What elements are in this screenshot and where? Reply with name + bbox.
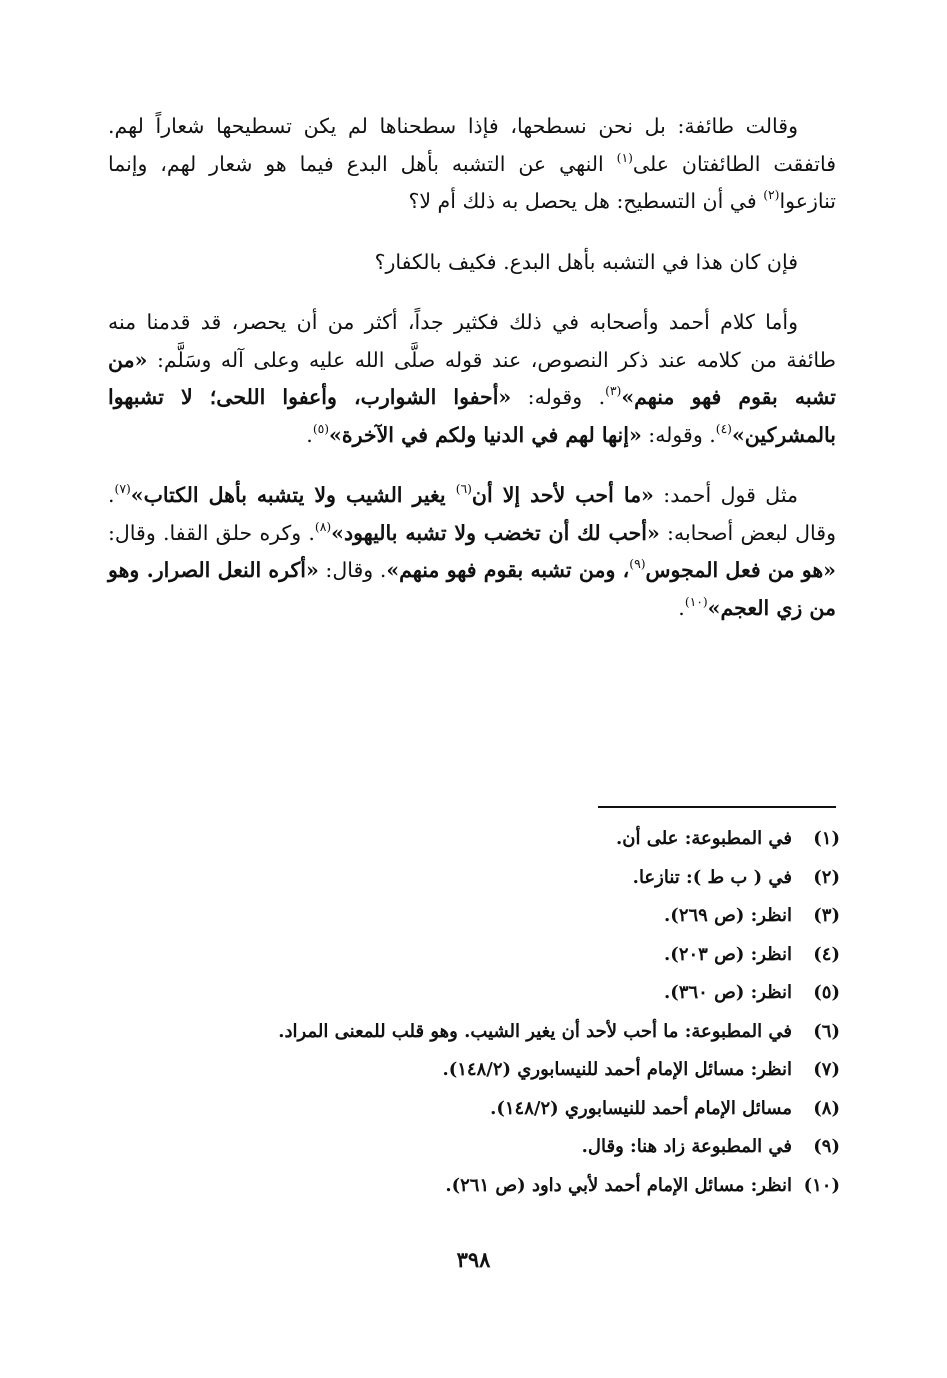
footnote-number: (٩) (813, 1136, 840, 1157)
paragraph-text: النهي عن التشبه بأهل البدع فيما هو شعار لهم، وإنما تنازعوا (108, 151, 836, 213)
paragraph-text: وأما كلام أحمد وأصحابه في ذلك فكثير جداً، أكثر من أن يحصر، قد قدمنا منه طائفة من كلامه عند ذكر النصوص، عند قوله صلَّى الله عليه وعلى آله وسَلَّم: (108, 310, 836, 372)
paragraph (108, 108, 836, 221)
main-text (108, 108, 836, 627)
footnote-ref: (٨) (314, 519, 332, 534)
footnote-text: انظر: (ص ٢٦٩). (664, 905, 792, 926)
footnotes (108, 820, 840, 1205)
paragraph (108, 477, 836, 627)
footnote-text: في ( ب ط ): تنازعا. (632, 866, 792, 888)
footnote-number: (٧) (813, 1059, 840, 1080)
footnote-text: في المطبوعة: ما أحب لأحد أن يغير الشيب. وهو قلب للمعنى المراد. (278, 1020, 792, 1042)
footnote (108, 1013, 840, 1052)
quote-text: ، ومن تشبه بقوم فهو منهم» (386, 558, 630, 582)
footnote-number: (٦) (813, 1020, 840, 1042)
paragraph-text: . وقوله: (641, 422, 716, 447)
paragraph-text: . وقال لبعض أصحابه: (108, 483, 836, 545)
quote-text: «أحفوا الشوارب، وأعفوا اللحى؛ لا تشبهوا بالمشركين» (108, 385, 836, 447)
footnote-number: (١٠) (803, 1174, 840, 1196)
footnote-ref: (٧) (114, 481, 131, 496)
footnote-number: (٤) (813, 943, 840, 965)
quote-text: «من تشبه بقوم فهو منهم» (108, 347, 837, 409)
paragraph-text: مثل قول أحمد: (653, 483, 798, 507)
footnote (108, 1128, 840, 1167)
footnote-text: انظر: مسائل الإمام أحمد لأبي داود (ص ٢٦١). (445, 1174, 792, 1196)
footnote-number: (٥) (813, 982, 840, 1003)
footnote-text: في المطبوعة: على أن. (615, 828, 792, 849)
footnote-ref: (٦) (455, 481, 472, 496)
paragraph-text: في أن التسطيح: هل يحصل به ذلك أم لا؟ (408, 189, 764, 213)
footnote-ref: (٩) (629, 556, 646, 571)
quote-text: «هو من فعل المجوس (645, 558, 836, 582)
footnote-ref: (١) (616, 150, 633, 165)
paragraph-text: . وقال: (318, 558, 387, 582)
footnote (108, 820, 840, 859)
footnote-separator (598, 806, 836, 808)
paragraph-text: وقالت طائفة: بل نحن نسطحها، فإذا سطحناها لم يكن تسطيحها شعاراً لهم. فاتفقت الطائفتان على (108, 114, 837, 176)
paragraph-text: فإن كان هذا في التشبه بأهل البدع. فكيف بالكفار؟ (374, 249, 798, 274)
quote-text: «إنها لهم في الدنيا ولكم في الآخرة» (329, 422, 642, 447)
paragraph-text: . وقوله: (511, 385, 606, 409)
footnote (108, 897, 840, 936)
footnote (108, 974, 840, 1013)
footnote-ref: (٢) (763, 187, 780, 202)
quote-text: «أكره النعل الصرار. وهو من زي العجم» (108, 558, 836, 620)
footnote-text: انظر: (ص ٢٠٣). (664, 943, 792, 965)
quote-text: «ما أحب لأحد إلا أن (471, 483, 654, 507)
footnote-text: مسائل الإمام أحمد للنيسابوري (١٤٨/٢). (490, 1097, 792, 1119)
paragraph-text: . (678, 595, 685, 620)
footnote-text: في المطبوعة زاد هنا: وقال. (581, 1136, 792, 1157)
footnote-ref: (٣) (605, 383, 622, 398)
footnote-ref: (١٠) (684, 594, 708, 609)
footnote (108, 1090, 840, 1129)
footnote-text: انظر: مسائل الإمام أحمد للنيسابوري (١٤٨/٢). (442, 1059, 792, 1080)
footnote (108, 936, 840, 975)
footnote-number: (٢) (813, 866, 840, 888)
paragraph (108, 244, 836, 282)
footnote (108, 1167, 840, 1206)
paragraph-text: . (306, 422, 313, 447)
footnote-number: (٨) (813, 1097, 840, 1119)
paragraph (108, 304, 836, 454)
page-number: ٣٩٨ (456, 1247, 491, 1272)
quote-text: «أحب لك أن تخضب ولا تشبه باليهود» (331, 520, 660, 545)
paragraph-text: . وكره حلق القفا. وقال: (108, 520, 315, 545)
footnote-ref: (٤) (715, 421, 732, 436)
footnote-number: (١) (813, 828, 840, 849)
footnote-text: انظر: (ص ٣٦٠). (664, 982, 792, 1003)
footnote-ref: (٥) (312, 421, 330, 436)
footnote (108, 1051, 840, 1090)
footnote-number: (٣) (813, 905, 840, 926)
footnote (108, 859, 840, 898)
quote-text: يغير الشيب ولا يتشبه بأهل الكتاب» (130, 483, 456, 507)
